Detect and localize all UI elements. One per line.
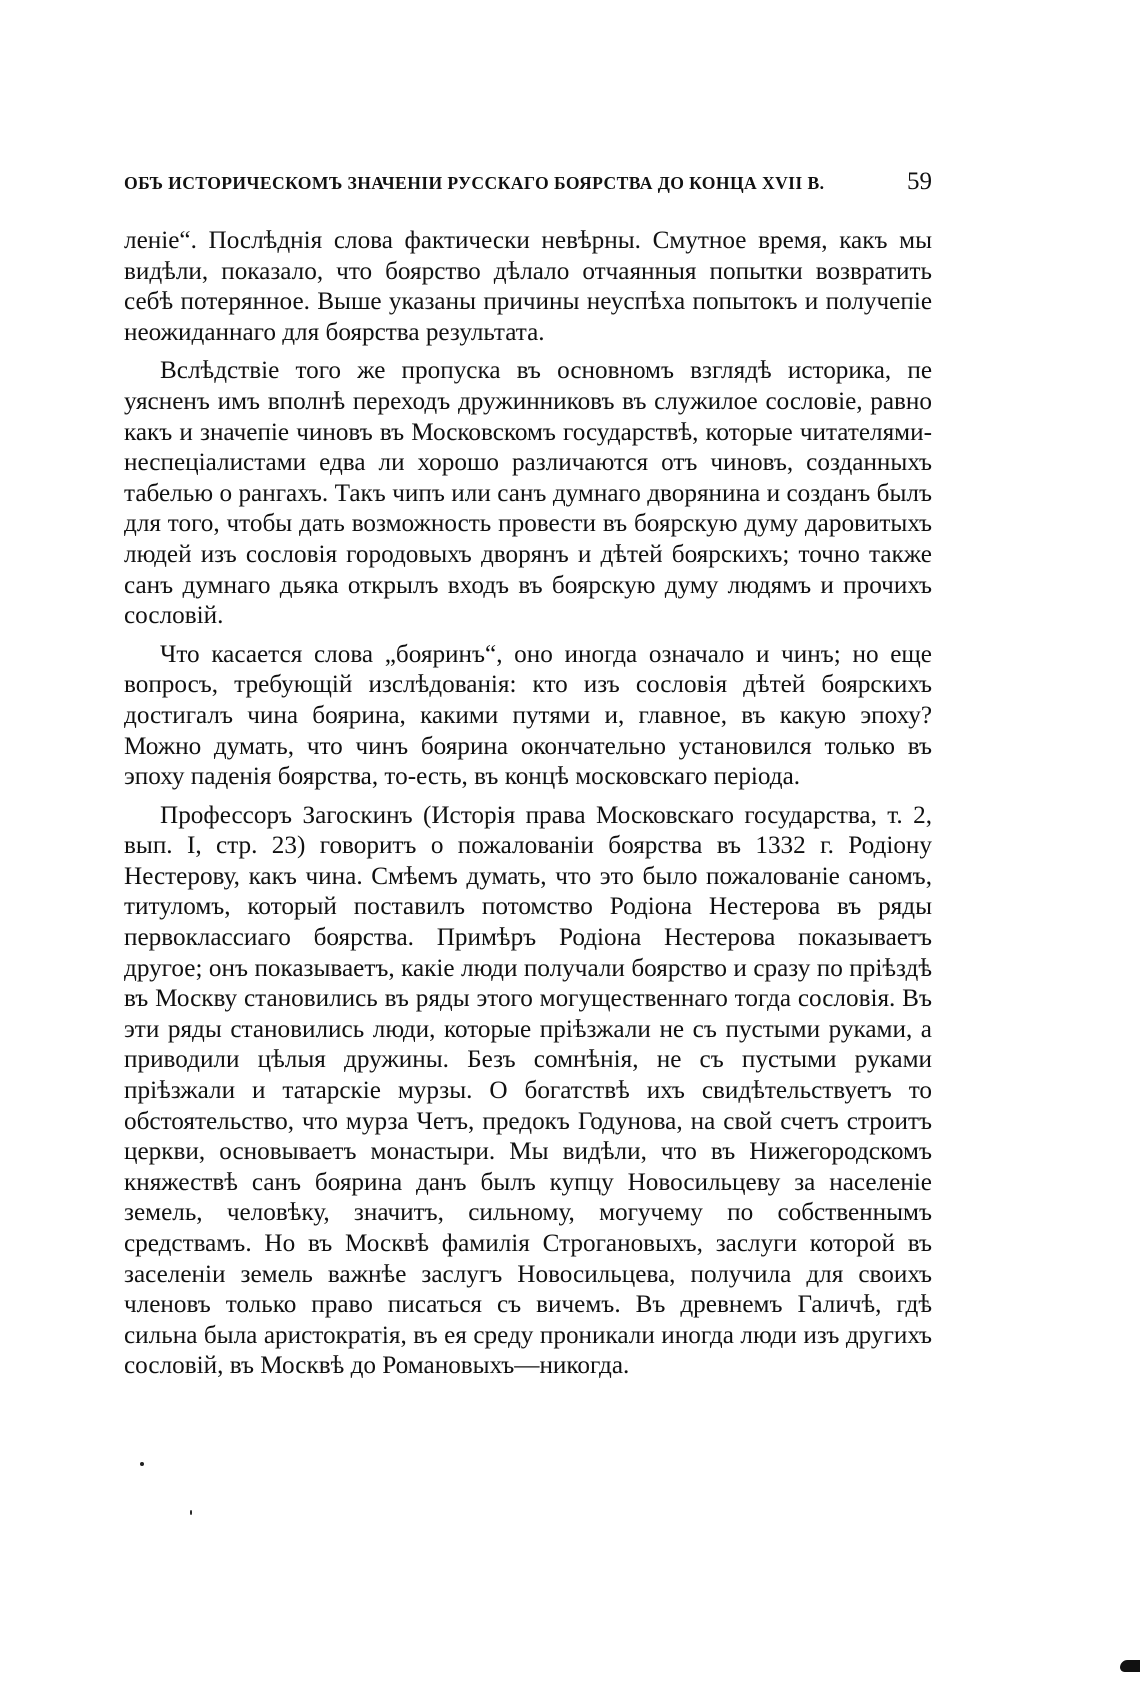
- ink-speck: [190, 1510, 192, 1515]
- body-text: [124, 226, 932, 1382]
- scan-edge-mark: [1120, 1660, 1140, 1672]
- running-head-title: ОБЪ ИСТОРИЧЕСКОМЪ ЗНАЧЕНІИ РУССКАГО БОЯРСТВА ДО КОНЦА XVII В.: [124, 173, 825, 193]
- paragraph: Профессоръ Загоскинъ (Исторія права Московскаго государства, т. 2, вып. I, стр. 23) говоритъ о пожалованіи боярства въ 1332 г. Родіону Нестерову, какъ чина. Смѣемъ думать, что это было пожалованіе саномъ, титуломъ, который поставилъ потомство Родіона Нестерова въ ряды первоклассиаго боярства. Примѣръ Родіона Нестерова показываетъ другое; онъ показываетъ, какіе люди получали боярство и сразу по пріѣздѣ въ Москву становились въ ряды этого могущественнаго тогда сословія. Въ эти ряды становились люди, которые пріѣзжали не съ пустыми руками, а приводили цѣлыя дружины. Безъ сомнѣнія, не съ пустыми руками пріѣзжали и татарскіе мурзы. О богатствѣ ихъ свидѣтельствуетъ то обстоятельство, что мурза Четъ, предокъ Годунова, на свой счетъ строитъ церкви, основываетъ монастыри. Мы видѣли, что въ Нижегородскомъ княжествѣ санъ боярина данъ былъ купцу Новосильцеву за населеніе земель, человѣку, значитъ, сильному, могучему по собственнымъ средствамъ. Но въ Москвѣ фамилія Строгановыхъ, заслуги которой въ заселеніи земель важнѣе заслугъ Новосильцева, получила для своихъ членовъ только право писаться съ вичемъ. Въ древнемъ Галичѣ, гдѣ сильна была аристократія, въ ея среду проникали иногда люди изъ другихъ сословій, въ Москвѣ до Романовыхъ—никогда.: [124, 801, 932, 1380]
- running-head: [124, 168, 932, 204]
- paragraph: Что касается слова „бояринъ“, оно иногда означало и чинъ; но еще вопросъ, требующій изслѣдованія: кто изъ сословія дѣтей боярскихъ достигалъ чина боярина, какими путями и, главное, въ какую эпоху? Можно думать, что чинъ боярина окончательно установился только въ эпоху паденія боярства, то-есть, въ концѣ московскаго періода.: [124, 640, 932, 791]
- page-number: 59: [907, 168, 932, 195]
- paragraph-continuation: леніе“. Послѣднія слова фактически невѣрны. Смутное время, какъ мы видѣли, показало, что боярство дѣлало отчаянныя попытки возвратить себѣ потерянное. Выше указаны причины неуспѣха попытокъ и получепіе неожиданнаго для боярства результата.: [124, 227, 932, 346]
- ink-speck: [140, 1462, 144, 1466]
- paragraph: Вслѣдствіе того же пропуска въ основномъ взглядѣ историка, пе уясненъ имъ вполнѣ переходъ дружинниковъ въ служилое сословіе, равно какъ и значепіе чиновъ въ Московскомъ государствѣ, которые читателями-неспеціалистами едва ли хорошо различаются отъ чиновъ, созданныхъ табелью о рангахъ. Такъ чипъ или санъ думнаго дворянина и созданъ былъ для того, чтобы дать возможность провести въ боярскую думу даровитыхъ людей изъ сословія городовыхъ дворянъ и дѣтей боярскихъ; точно также санъ думнаго дьяка открылъ входъ въ боярскую думу людямъ и прочихъ сословій.: [124, 357, 932, 630]
